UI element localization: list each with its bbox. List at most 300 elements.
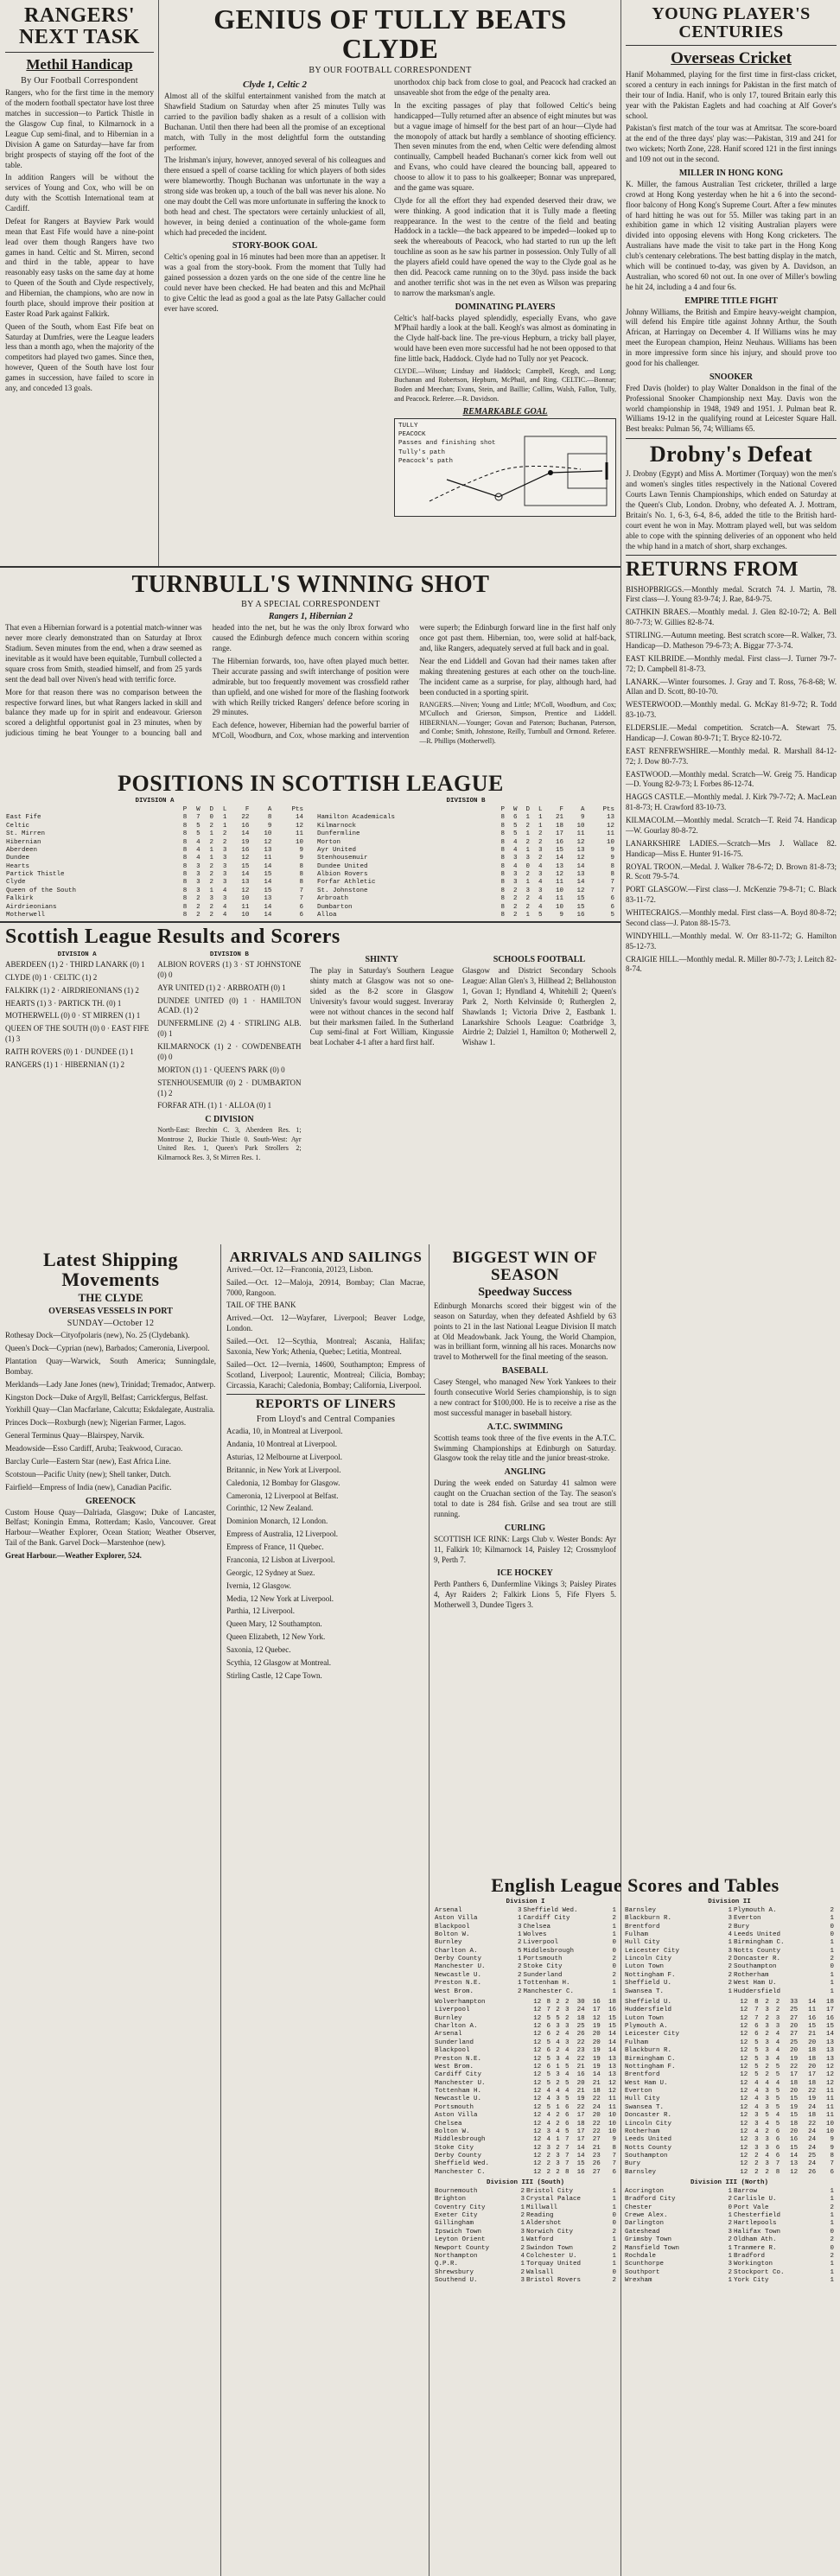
list-item: MORTON (1) 1 · QUEEN'S PARK (0) 0 <box>157 1065 285 1074</box>
table-cell: 13 <box>608 2055 616 2063</box>
column-rule <box>158 0 159 566</box>
table-cell: 20 <box>808 2039 817 2046</box>
table-cell: 3 <box>765 2088 769 2096</box>
table-cell: Ayr United <box>317 846 357 854</box>
table-cell: 1 <box>520 2261 525 2268</box>
table-cell: Newcastle U. <box>435 2096 482 2103</box>
table-cell: 3 <box>525 887 531 894</box>
table-cell: 5 <box>513 822 518 830</box>
table-cell: Burnley <box>435 2014 462 2022</box>
table-cell: 8 <box>500 887 506 894</box>
table-row <box>624 2104 835 2112</box>
table-cell: 2 <box>728 1963 732 1971</box>
table-cell: 14 <box>555 855 563 862</box>
subheading: CURLING <box>504 1523 546 1533</box>
table-cell: 1 <box>830 2277 834 2285</box>
table-cell: 8 <box>267 814 272 822</box>
table-cell: 10 <box>576 822 585 830</box>
division-1-table <box>434 1999 617 2177</box>
table-cell: 17 <box>555 830 563 838</box>
table-cell: 5 <box>754 2055 759 2063</box>
table-row <box>434 1939 617 1947</box>
table-cell: 2 <box>728 1956 732 1963</box>
list-item: Empress of France, 11 Quebec. <box>226 1542 324 1552</box>
table-cell: 15 <box>790 2112 799 2120</box>
table-cell: York City <box>733 2277 769 2285</box>
table-cell: Wrexham <box>625 2277 652 2285</box>
table-cell: 1 <box>830 1947 834 1955</box>
table-row <box>624 2220 835 2228</box>
list-item: Caledonia, 12 Bombay for Glasgow. <box>226 1478 340 1487</box>
table-cell: Colchester U. <box>525 2252 577 2260</box>
turnbull-article <box>5 572 616 767</box>
table-cell: Blackpool <box>435 2047 470 2055</box>
table-cell: 3 <box>222 871 227 879</box>
table-cell: 2 <box>564 2014 570 2022</box>
table-cell: Southend U. <box>435 2277 478 2285</box>
table-cell: 4 <box>564 2071 570 2079</box>
table-cell: Leicester City <box>625 1947 680 1955</box>
list-item: BISHOPBRIGGS.—Monthly medal. Scratch 74. J. Martin, 78. First class—J. Young 83-9-74; J. Rae, 84-9-75. <box>626 584 837 604</box>
byline: By Our Football Correspondent <box>21 76 138 86</box>
table-cell: 4 <box>546 2088 551 2096</box>
table-row <box>5 847 304 855</box>
table-row <box>316 887 615 895</box>
table-cell: 12 <box>533 2047 542 2055</box>
table-cell: Leeds United <box>733 1930 780 1938</box>
table-cell: 14 <box>241 830 250 838</box>
pitch-diagram <box>395 419 615 514</box>
table-cell: Portsmouth <box>435 2103 474 2111</box>
division-3s-results <box>434 2188 617 2286</box>
table-cell: 1 <box>520 2204 525 2211</box>
table-cell: 2 <box>556 2120 560 2128</box>
table-cell: 12 <box>740 2047 748 2055</box>
paragraph: Fred Davis (holder) to play Walter Donaldson in the final of the Professional Snooker Championship next May. Davis won the world championship in 1948, 1949 and 1951. J. Pulman beat R. Williams 19-12 in the qualifying round at Leicester Square Hall. Best breaks: Pulman 56, 74; Williams 65. <box>626 383 837 434</box>
table-cell: 1 <box>518 1980 522 1988</box>
table-row <box>316 839 615 847</box>
table-cell: 7 <box>754 2014 759 2022</box>
table-cell: 5 <box>564 2096 570 2103</box>
table-cell: 13 <box>264 846 272 854</box>
table-cell: Barrow <box>733 2187 757 2195</box>
table-cell: 0 <box>830 1923 834 1930</box>
division-title: Division III (South) <box>486 2179 564 2187</box>
table-cell: Barnsley <box>625 1906 657 1914</box>
table-cell: 9 <box>610 855 614 862</box>
table-cell: Charlton A. <box>435 2023 478 2031</box>
table-row <box>624 2188 835 2196</box>
table-cell: 12 <box>533 2153 542 2160</box>
table-cell: 2 <box>520 2187 525 2195</box>
table-row <box>434 2071 617 2079</box>
table-cell: 13 <box>825 2047 834 2055</box>
table-cell: Leyton Orient <box>435 2236 486 2244</box>
table-row <box>624 2169 835 2177</box>
table-cell: 12 <box>740 2144 748 2152</box>
table-cell: Notts County <box>625 2144 672 2152</box>
table-cell: 20 <box>790 2023 799 2031</box>
table-cell: Arbroath <box>317 895 349 903</box>
table-cell: Hull City <box>625 2096 660 2103</box>
table-cell: 2 <box>775 2007 780 2014</box>
table-cell: 15 <box>825 2023 834 2031</box>
table-cell: 1 <box>830 2212 834 2220</box>
table-cell: 3 <box>222 879 227 887</box>
table-row <box>316 830 615 838</box>
table-cell: 3 <box>765 2055 769 2063</box>
table-row <box>624 2031 835 2039</box>
table-cell: 11 <box>295 830 303 838</box>
table-row <box>434 2007 617 2014</box>
table-cell: 1 <box>612 1988 616 1995</box>
table-row <box>624 1939 835 1947</box>
table-cell: 2 <box>765 2168 769 2176</box>
table-cell: 0 <box>612 1947 616 1955</box>
table-cell: 3 <box>196 879 200 887</box>
table-cell: Southampton <box>733 1963 777 1971</box>
table-cell: Gateshead <box>625 2228 660 2236</box>
paragraph: Queen of the South, whom East Fife beat on Saturday at Dumfries, were the League leaders less than a month ago, when the majority of the competitors had played two games. Since then, however, Queen of the South have lost four games in succession, have failed to score in any, and conceded 13 goals. <box>5 321 154 392</box>
list-item: WHITECRAIGS.—Monthly medal. First class—A. Boyd 80-8-72; Second class—J. Paton 88-15-73. <box>626 908 837 927</box>
table-cell: 1 <box>518 1915 522 1923</box>
table-cell: 1 <box>612 2187 616 2195</box>
table-cell: 4 <box>775 2039 780 2046</box>
paragraph: unorthodox chip back from close to goal, and Peacock had cracked an unsaveable shot from the edge of the penalty area. <box>394 78 616 98</box>
table-cell: Birmingham C. <box>733 1939 785 1947</box>
table-cell: 8 <box>546 1998 551 2006</box>
table-cell: 3 <box>765 2023 769 2031</box>
table-row <box>316 904 615 912</box>
table-cell: 6 <box>546 2031 551 2039</box>
table-cell: 10 <box>606 838 614 846</box>
table-row <box>624 1924 835 1931</box>
table-cell: 10 <box>555 887 563 894</box>
table-cell: 2 <box>196 895 200 903</box>
table-cell: 12 <box>740 2055 748 2063</box>
table-cell: 1 <box>525 911 531 917</box>
list-item: EAST RENFREWSHIRE.—Monthly medal. R. Marshall 84-12-72; J. Dow 80-7-73. <box>626 746 837 766</box>
table-cell: 12 <box>533 2039 542 2046</box>
table-cell: 24 <box>808 2144 817 2152</box>
table-cell: 2 <box>612 1956 616 1963</box>
paragraph: Johnny Williams, the British and Empire heavy-weight champion, will defend his Empire title against Johnny Arthur, the South African, at Harringay on December 4. If Williams wins he may meet the European champion, Heinz Neuhaus. Williams has been in more impressive form since his injury, and should prove too good for his challenger. <box>626 307 837 367</box>
table-row <box>624 2212 835 2220</box>
table-cell: 1 <box>525 879 531 887</box>
list-item: Media, 12 New York at Liverpool. <box>226 1593 334 1603</box>
table-cell: 15 <box>608 2014 616 2022</box>
table-cell: 2 <box>775 1998 780 2006</box>
kicker: Methil Handicap <box>26 56 133 73</box>
table-cell: Leeds United <box>625 2136 672 2144</box>
table-cell: 1 <box>830 2187 834 2195</box>
table-row <box>434 1907 617 1915</box>
table-cell: 1 <box>556 2063 560 2070</box>
table-cell: 0 <box>612 2212 616 2220</box>
table-cell: 8 <box>830 2153 834 2160</box>
table-cell: 4 <box>775 2079 780 2087</box>
table-cell: 8 <box>182 862 188 870</box>
table-row <box>5 823 304 830</box>
list-item: Princes Dock—Roxburgh (new); Nigerian Farmer, Lagos. <box>5 1418 187 1428</box>
list-item: QUEEN OF THE SOUTH (0) 0 · EAST FIFE (1) 3 <box>5 1024 150 1044</box>
table-cell: Aston Villa <box>435 1915 478 1923</box>
list-item: RANGERS (1) 1 · HIBERNIAN (1) 2 <box>5 1059 124 1069</box>
subtitle: OVERSEAS VESSELS IN PORT <box>48 1307 173 1317</box>
table-row <box>434 1956 617 1963</box>
table-cell: 5 <box>564 2063 570 2070</box>
list-item: HEARTS (1) 3 · PARTICK TH. (0) 1 <box>5 998 122 1008</box>
table-cell: Notts County <box>733 1947 780 1955</box>
table-cell: 19 <box>790 2055 799 2063</box>
paragraph: Great Harbour.—Weather Explorer, 524. <box>5 1551 142 1561</box>
table-row <box>624 2096 835 2103</box>
table-cell: 14 <box>576 862 585 870</box>
table-row <box>5 839 304 847</box>
table-cell: Watford <box>525 2236 554 2244</box>
table-cell: 6 <box>754 2023 759 2031</box>
header-cell: Pts <box>602 806 614 814</box>
table-cell: 20 <box>576 2079 585 2087</box>
table-row <box>434 2031 617 2039</box>
table-cell: 22 <box>808 2088 817 2096</box>
table-row <box>434 2096 617 2103</box>
table-cell: 33 <box>790 1998 799 2006</box>
table-cell: 4 <box>196 838 200 846</box>
table-cell: 11 <box>576 830 585 838</box>
table-cell: 12 <box>533 2128 542 2135</box>
table-cell: Newcastle U. <box>435 1971 482 1979</box>
subheading: C DIVISION <box>205 1115 254 1125</box>
list-item: DUNDEE UNITED (0) 1 · HAMILTON ACAD. (1) 2 <box>157 995 302 1015</box>
table-cell: 3 <box>556 2096 560 2103</box>
table-cell: 11 <box>825 2112 834 2120</box>
table-cell: Q.P.R. <box>435 2261 459 2268</box>
paragraph: K. Miller, the famous Australian Test cricketer, thrilled a large crowd at Hong Kong yesterday when he hit a 6 into the second-floor balcony of Hong Kong's Supreme Court. After a few minutes of hard hitting he was out for 55. Miller was taking part in an exhibition game in which 12 visiting Australian players were divided into opposing elevens with Hong Kong cricketers. The Australians have made the visit to take part in the Hong Kong club's centenary celebrations. The best batting display in the match, which will be continued to-day, was given by A. Davidson, an Australian, who scored 60 not out. In one over of Miller's bowling he hit 24, including a 4 and four 6s. <box>626 179 837 291</box>
table-cell: 25 <box>790 2039 799 2046</box>
list-item: Cameronia, 12 Liverpool at Belfast. <box>226 1491 339 1500</box>
paragraph: That even a Hibernian forward is a potential match-winner was never more clearly demonstrated than on Saturday at Ibrox Stadium. Seven minutes from the end, when a draw seemed as inevitable as it would have been equitable, Turnbull collected a square cross from Smith, steadied himself, and from 25 yards sent the dead ball over Niven's head with terrific force. <box>5 623 202 684</box>
list-item: EAST KILBRIDE.—Monthly medal. First class—J. Turner 79-7-72; D. Campbell 81-8-73. <box>626 653 837 673</box>
table-cell: 11 <box>608 2103 616 2111</box>
table-cell: 26 <box>808 2168 817 2176</box>
table-cell: Falkirk <box>6 895 34 903</box>
table-row <box>434 1980 617 1988</box>
table-cell: Morton <box>317 838 341 846</box>
table-row <box>5 904 304 912</box>
header-cell: F <box>559 806 563 814</box>
table-cell: 22 <box>576 2103 585 2111</box>
table-cell: 27 <box>790 2031 799 2039</box>
table-cell: Preston N.E. <box>435 1980 482 1988</box>
paragraph: Celtic's half-backs played splendidly, especially Evans, who gave M'Phail hardly a look at the ball. Keogh's was almost as dominating in the Clyde half-back line. The pre-vious Hepburn, a tricky ball player, would have been even more successful had he not been opposed to that fine little back, Haddock. Clyde had no Tully nor yet Peacock. <box>394 313 616 364</box>
table-cell: 8 <box>500 879 506 887</box>
table-cell: 8 <box>612 2144 616 2152</box>
table-cell: 4 <box>513 838 518 846</box>
table-cell: 8 <box>182 855 188 862</box>
table-cell: 12 <box>740 2096 748 2103</box>
division-b-results <box>157 960 301 1111</box>
subheading: STORY-BOOK GOAL <box>232 241 318 251</box>
table-cell: 2 <box>513 895 518 903</box>
header-cell <box>5 806 175 814</box>
table-cell: 1 <box>830 1971 834 1979</box>
table-cell: 13 <box>264 895 272 903</box>
table-cell: 20 <box>790 2128 799 2135</box>
table-cell: 15 <box>790 2144 799 2152</box>
table-cell: Plymouth A. <box>733 1906 777 1914</box>
table-cell: 7 <box>754 2007 759 2014</box>
table-cell: 6 <box>546 2023 551 2031</box>
table-cell: 12 <box>533 2055 542 2063</box>
table-cell: 2 <box>728 1971 732 1979</box>
table-cell: 7 <box>564 2136 570 2144</box>
table-cell: 12 <box>740 2071 748 2079</box>
table-cell: Middlesbrough <box>523 1947 575 1955</box>
list-item: ROYAL TROON.—Medal. J. Walker 78-6-72; D. Brown 81-8-73; R. Scott 79-5-74. <box>626 862 837 881</box>
table-cell: 3 <box>728 2261 732 2268</box>
table-cell: 19 <box>592 2063 601 2070</box>
table-row <box>316 871 615 879</box>
table-cell: 17 <box>825 2007 834 2014</box>
table-cell: Aberdeen <box>6 846 38 854</box>
table-cell: 3 <box>564 2023 570 2031</box>
table-cell: 2 <box>513 903 518 911</box>
table-cell: 8 <box>500 895 506 903</box>
table-row <box>624 1972 835 1980</box>
table-row <box>624 2145 835 2153</box>
table-row <box>434 2196 617 2204</box>
table-cell: 2 <box>520 2244 525 2252</box>
header-cell: F <box>245 806 250 814</box>
table-cell: Bolton W. <box>435 1930 470 1938</box>
subheading: SCHOOLS FOOTBALL <box>493 955 586 965</box>
table-cell: Fulham <box>625 2039 649 2046</box>
legend-peacock: PEACOCK <box>398 431 426 439</box>
table-cell: Chester <box>625 2204 652 2211</box>
table-cell: 16 <box>576 911 585 917</box>
table-cell: 8 <box>182 871 188 879</box>
table-cell: 1 <box>728 2252 732 2260</box>
table-cell: 8 <box>182 846 188 854</box>
table-cell: 0 <box>612 1963 616 1971</box>
table-row <box>5 855 304 862</box>
league-positions <box>5 772 616 917</box>
table-cell: 1 <box>728 1988 732 1995</box>
table-cell: Dundee United <box>317 862 368 870</box>
table-row <box>434 2269 617 2277</box>
paragraph: The Hibernian forwards, too, have often played much better. Their accurate passing and swift interchange of position were admirable, but too frequently movement was crossfield rather than upfield, and one wished for more of the flashing footwork with which Reilly tricked Rangers' defence before scoring in 29 minutes. <box>212 657 410 717</box>
table-cell: 1 <box>612 2236 616 2244</box>
list-item: Arrived.—Oct. 12—Wayfarer, Liverpool; Beaver Lodge, London. <box>226 1313 425 1333</box>
table-cell: Stockport Co. <box>733 2268 785 2276</box>
table-cell: Barnsley <box>625 2168 657 2176</box>
table-cell: 2 <box>830 1906 834 1914</box>
table-row <box>434 2104 617 2112</box>
paragraph: Casey Stengel, who managed New York Yankees to their fourth consecutive World Series championship, is to sign a new contract for $100,000. He is to receive a rise as the most successful manager in baseball history. <box>434 1377 616 1417</box>
table-row <box>624 1999 835 2007</box>
table-cell: 10 <box>295 838 303 846</box>
table-cell: 12 <box>576 887 585 894</box>
kicker: Overseas Cricket <box>671 49 792 67</box>
table-cell: 1 <box>728 2277 732 2285</box>
table-cell: 10 <box>608 2128 616 2135</box>
table-cell: 4 <box>775 2112 780 2120</box>
list-item: Plantation Quay—Warwick, South America; Sunningdale, Bombay. <box>5 1356 216 1376</box>
table-cell: 1 <box>209 855 214 862</box>
table-cell: 12 <box>576 855 585 862</box>
table-cell: 0 <box>612 1939 616 1947</box>
table-cell: 1 <box>728 2187 732 2195</box>
table-cell: 12 <box>740 1998 748 2006</box>
table-cell: 4 <box>546 2112 551 2120</box>
table-cell: 16 <box>555 838 563 846</box>
table-cell: 2 <box>525 895 531 903</box>
table-cell: 15 <box>555 846 563 854</box>
table-cell: 0 <box>830 1963 834 1971</box>
list-item: CATHKIN BRAES.—Monthly medal. J. Glen 82-10-72; A. Bell 80-7-73; W. Gillies 82-8-74. <box>626 607 837 627</box>
table-cell: Chesterfield <box>733 2212 780 2220</box>
list-item: ABERDEEN (1) 2 · THIRD LANARK (0) 1 <box>5 959 145 969</box>
diagram-title: REMARKABLE GOAL <box>462 407 548 417</box>
table-cell: 12 <box>533 2014 542 2022</box>
table-cell: 19 <box>592 2047 601 2055</box>
table-cell: 0 <box>728 2204 732 2211</box>
table-cell: 1 <box>612 2261 616 2268</box>
list-item: Queen Mary, 12 Southampton. <box>226 1619 322 1629</box>
table-cell: Forfar Athletic <box>317 879 376 887</box>
paragraph: Edinburgh Monarchs scored their biggest win of the season on Saturday, when they defeated Ashfield by 63 points to 21 in the last National League Division II match at Old Meadowbank. Jack Young, the World Champion, was in brilliant form, winning all his races. Monarchs now travel to Motherwell for the final meeting of the season. <box>434 1301 616 1362</box>
table-cell: Hamilton Academicals <box>317 814 396 822</box>
table-cell: 5 <box>775 2120 780 2128</box>
table-cell: 22 <box>790 2063 799 2070</box>
list-item: Ivernia, 12 Glasgow. <box>226 1581 291 1590</box>
table-cell: 18 <box>790 2120 799 2128</box>
byline: BY OUR FOOTBALL CORRESPONDENT <box>309 66 472 76</box>
table-cell: 8 <box>500 846 506 854</box>
table-row <box>434 2112 617 2120</box>
table-row <box>434 1963 617 1971</box>
table-cell: 17 <box>808 2071 817 2079</box>
table-cell: 3 <box>765 2096 769 2103</box>
paragraph: In addition Rangers will be without the services of Young and Cox, who will be on duty with the Scottish International team at Cardiff. <box>5 173 154 213</box>
table-cell: 5 <box>546 2055 551 2063</box>
table-cell: 16 <box>608 2007 616 2014</box>
table-cell: 20 <box>592 2112 601 2120</box>
team-lineups: RANGERS.—Niven; Young and Little; M'Coll, Woodburn, and Cox; M'Culloch and Grierson, Simpson, Prentice and Liddell. HIBERNIAN.—Younger; Govan and Paterson; Buchanan, Paterson, and Combe; Smith, Johnstone, Reilly, Turnbull and Ormond. Referee.—R. Phillips (Motherwell). <box>419 700 616 745</box>
table-cell: 12 <box>533 2144 542 2152</box>
table-row <box>434 2136 617 2144</box>
kicker: Speedway Success <box>478 1285 572 1299</box>
table-cell: Liverpool <box>435 2007 470 2014</box>
table-cell: Lincoln City <box>625 1956 672 1963</box>
table-cell: 8 <box>182 879 188 887</box>
table-cell: 15 <box>808 2023 817 2031</box>
table-header-row <box>316 806 615 814</box>
table-cell: 2 <box>556 2144 560 2152</box>
table-cell: Alloa <box>317 911 337 917</box>
section-title: ARRIVALS AND SAILINGS <box>229 1250 423 1265</box>
table-cell: 8 <box>500 822 506 830</box>
table-cell: 21 <box>592 2144 601 2152</box>
table-cell: 15 <box>608 2023 616 2031</box>
table-cell: 2 <box>754 2153 759 2160</box>
paragraph: Rangers, who for the first time in the memory of the modern football spectator have lost three matches in succession—to Partick Thistle in the Glasgow Cup final, to Kilmarnock in a League Cup semi-final, and to Hibernian in a Division A game on Saturday—have far from bright prospects of staying off the foot of the table. <box>5 88 154 169</box>
table-cell: Albion Rovers <box>317 871 368 879</box>
table-row <box>316 823 615 830</box>
table-cell: Burnley <box>435 1939 462 1947</box>
table-row <box>434 2169 617 2177</box>
